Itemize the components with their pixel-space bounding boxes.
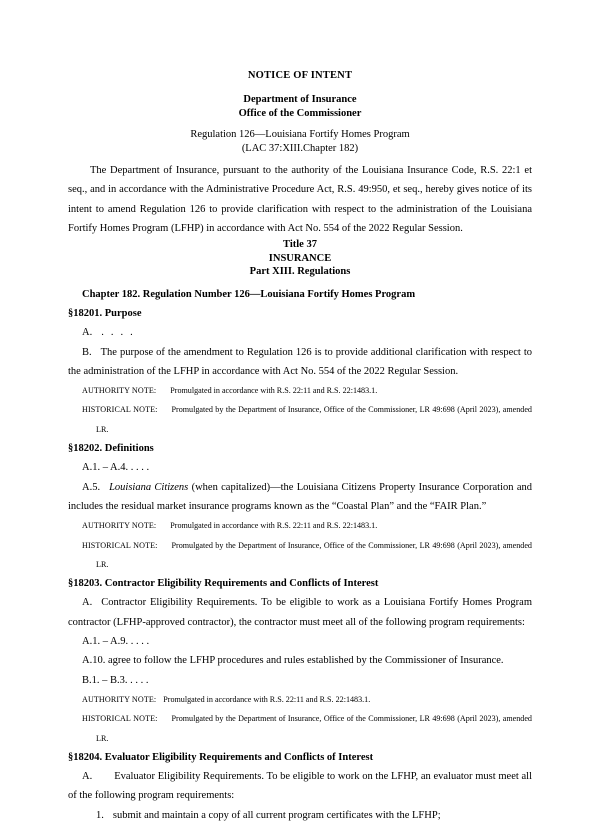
title-subject: INSURANCE <box>268 252 332 264</box>
title-37: Title 37 <box>283 239 317 251</box>
authority-note-label: AUTHORITY NOTE: <box>82 521 157 531</box>
historical-note-label: HISTORICAL NOTE: <box>82 714 158 724</box>
section-heading-18203: §18203. Contractor Eligibility Requirements and Conflicts of Interest <box>68 578 379 590</box>
historical-note-text: Promulgated by the Department of Insurance, Office of the Commissioner, LR 49:698 (April 2023), amended LR. <box>96 714 532 743</box>
paragraph-18201-b <box>68 343 532 382</box>
definition-term: Louisiana Citizens <box>109 481 189 493</box>
paragraph-18204-a <box>68 767 532 806</box>
paragraph-18203-range-a: A.1. – A.9. . . . . <box>82 636 150 648</box>
section-heading-18201: §18201. Purpose <box>68 307 142 319</box>
paragraph-text: The purpose of the amendment to Regulation 126 is to provide additional clarification with respect to the administration of the LFHP in accordance with Act No. 554 of the 2022 Regular Session. <box>68 346 532 377</box>
lac-citation: (LAC 37:XIII.Chapter 182) <box>241 142 359 154</box>
authority-note-18203 <box>82 690 532 709</box>
historical-note-label: HISTORICAL NOTE: <box>82 405 158 415</box>
list-item-number: 1. <box>96 809 104 821</box>
department-name: Department of Insurance <box>243 94 357 105</box>
authority-note-label: AUTHORITY NOTE: <box>82 386 157 396</box>
authority-note-text: Promulgated in accordance with R.S. 22:11 and R.S. 22:1483.1. <box>163 694 371 704</box>
document-body <box>68 70 532 825</box>
paragraph-18203-range-b: B.1. – B.3. . . . . <box>82 674 149 686</box>
historical-note-18201 <box>82 400 532 439</box>
section-heading-18204: §18204. Evaluator Eligibility Requirements and Conflicts of Interest <box>68 751 374 763</box>
paragraph-18201-a <box>68 323 532 342</box>
chapter-heading: Chapter 182. Regulation Number 126—Louisiana Fortify Homes Program <box>82 288 416 300</box>
authority-note-text: Promulgated in accordance with R.S. 22:11 and R.S. 22:1483.1. <box>170 386 378 396</box>
definition-label: A.5. <box>82 481 101 493</box>
paragraph-label: A. <box>82 327 93 339</box>
authority-note-label: AUTHORITY NOTE: <box>82 694 157 704</box>
authority-note-18202 <box>82 516 532 535</box>
historical-note-text: Promulgated by the Department of Insurance, Office of the Commissioner, LR 49:698 (April 2023), amended LR. <box>96 405 532 434</box>
spacer <box>68 120 532 128</box>
paragraph-text: . . . . <box>101 327 135 339</box>
spacer <box>68 81 532 93</box>
paragraph-text: Contractor Eligibility Requirements. To be eligible to work as a Louisiana Fortify Homes Program contractor (LFHP-approved contractor), the contractor must meet all of the following program requirements: <box>68 597 532 628</box>
authority-note-18201 <box>82 381 532 400</box>
list-item-18204-1 <box>68 806 532 825</box>
paragraph-label: A. <box>82 597 93 609</box>
definition-text: (when capitalized)—the Louisiana Citizens Property Insurance Corporation and includes the residual market insurance programs known as the “Coastal Plan” and the “FAIR Plan.” <box>68 481 532 512</box>
regulation-title: Regulation 126—Louisiana Fortify Homes Program <box>190 129 410 140</box>
paragraph-18203-a <box>68 593 532 632</box>
paragraph-text: Evaluator Eligibility Requirements. To be eligible to work on the LFHP, an evaluator must meet all of the following program requirements: <box>68 771 532 802</box>
paragraph-18203-a10: A.10. agree to follow the LFHP procedures and rules established by the Commissioner of Insurance. <box>82 655 504 667</box>
historical-note-18203 <box>82 709 532 748</box>
historical-note-label: HISTORICAL NOTE: <box>82 540 158 550</box>
historical-note-text: Promulgated by the Department of Insurance, Office of the Commissioner, LR 49:698 (April 2023), amended LR. <box>96 540 532 569</box>
paragraph-label: A. <box>82 771 93 783</box>
definition-18202-a5 <box>68 478 532 517</box>
section-heading-18202: §18202. Definitions <box>68 443 154 455</box>
paragraph-label: B. <box>82 346 92 358</box>
title-part: Part XIII. Regulations <box>249 266 351 278</box>
paragraph-18202-range: A.1. – A.4. . . . . <box>82 462 150 474</box>
notice-of-intent-title: NOTICE OF INTENT <box>247 70 353 81</box>
intro-paragraph: The Department of Insurance, pursuant to the authority of the Louisiana Insurance Code, R.S. 22:1 et seq., and in accordance with the Administrative Procedure Act, R.S. 49:950, et seq., hereby gives notice of its intent to amend Regulation 126 to provide clarification with respect to the administration of the Louisiana Fortify Homes Program (LFHP) in accordance with Act No. 554 of the 2022 Regular Session. <box>68 165 532 234</box>
authority-note-text: Promulgated in accordance with R.S. 22:11 and R.S. 22:1483.1. <box>170 521 378 531</box>
office-name: Office of the Commissioner <box>238 107 362 119</box>
historical-note-18202 <box>82 536 532 575</box>
list-item-text: submit and maintain a copy of all current program certificates with the LFHP; <box>112 809 441 821</box>
